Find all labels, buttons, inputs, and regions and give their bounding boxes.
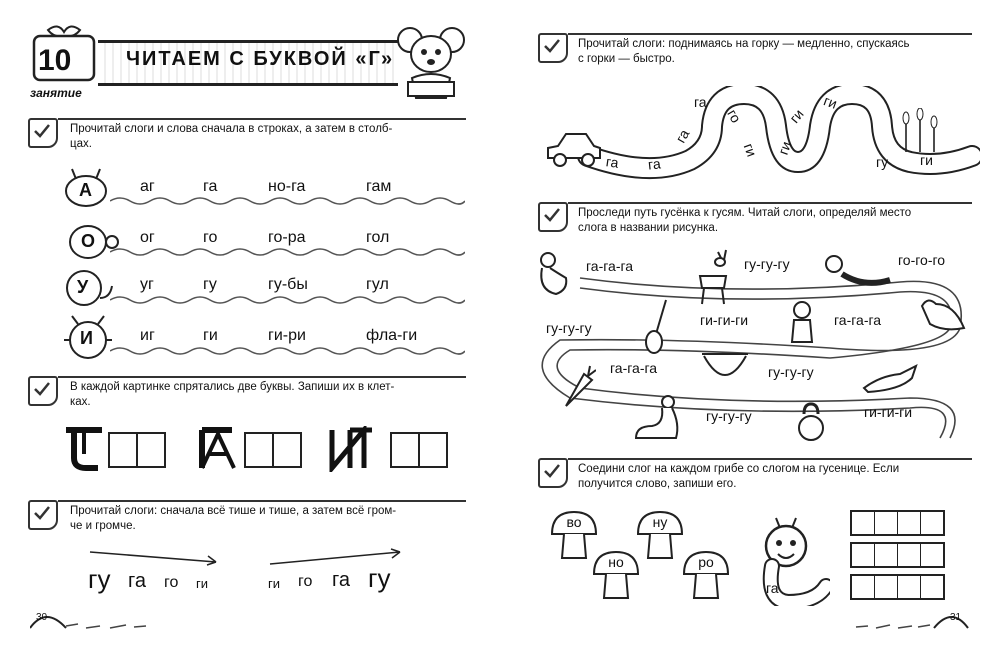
path-syllables: га-га-га	[586, 258, 634, 274]
syllable: го	[203, 229, 218, 246]
wavy-line	[110, 294, 465, 306]
mushroom-syllable: ро	[698, 554, 714, 570]
task1-checkbox	[28, 118, 58, 148]
row-letter: А	[79, 180, 92, 200]
wavy-line	[110, 195, 465, 207]
path-syllables: га-га-га	[610, 360, 658, 376]
word-grid[interactable]	[850, 542, 945, 568]
path-syllables: ги-ги-ги	[700, 312, 749, 328]
syllable: ги	[203, 327, 218, 344]
syllable: иг	[140, 327, 155, 344]
car-icon	[544, 128, 602, 170]
word: но-га	[268, 178, 306, 195]
word-grid[interactable]	[850, 574, 945, 600]
path-syllables: га-га-га	[834, 312, 882, 328]
syllable-large: гу	[368, 563, 391, 593]
road-syllable: ги	[920, 152, 933, 168]
syllable-tiny: ги	[268, 576, 281, 591]
task4-checkbox	[538, 33, 568, 63]
lesson-word: занятие	[30, 86, 82, 100]
path-syllables: гу-гу-гу	[744, 256, 790, 272]
road-syllable: го	[724, 106, 745, 126]
syllable: гу	[203, 276, 217, 293]
road-syllable: га	[604, 153, 620, 171]
task1-instruction: Прочитай слоги и слова сначала в строках, а затем в столб- цах.	[70, 123, 393, 150]
gosling-path	[530, 248, 980, 448]
hidden-letters-picture	[62, 426, 106, 472]
lesson-badge	[28, 22, 100, 82]
task2-rule	[58, 376, 466, 378]
road-syllable: гу	[876, 154, 889, 170]
page-number: 31	[950, 612, 962, 623]
mushroom-syllable: ну	[652, 514, 668, 530]
iguana-icon	[860, 358, 920, 398]
syllable-tiny: ги	[196, 576, 209, 591]
word: гол	[366, 229, 390, 246]
path-syllables: ги-ги-ги	[864, 404, 913, 420]
road-syllable: га	[694, 94, 707, 110]
page-corner-hill	[30, 602, 150, 630]
wavy-line	[110, 345, 465, 357]
road-syllable: ги	[774, 139, 795, 157]
syllable-medium: га	[332, 569, 350, 591]
task3-rule	[58, 500, 466, 502]
caterpillar-icon	[750, 514, 830, 606]
syllable: аг	[140, 178, 155, 195]
road-syllable: ги	[740, 141, 761, 159]
task5-rule	[568, 202, 972, 204]
carrot-icon	[560, 362, 596, 408]
answer-cells[interactable]	[244, 432, 302, 468]
mushroom-syllable: но	[608, 554, 624, 570]
flowers-icon	[896, 108, 948, 152]
task3-instruction: Прочитай слоги: сначала всё тише и тише, а затем всё гром- че и громче.	[70, 505, 397, 532]
path-syllables: го-го-го	[898, 252, 946, 268]
syllable-small: го	[164, 574, 179, 591]
kettlebell-icon	[796, 402, 826, 442]
mouse-reading-icon	[396, 20, 466, 104]
syllable-medium: га	[128, 570, 146, 592]
pigeon-icon	[914, 294, 968, 338]
page-number: 30	[36, 612, 48, 623]
geese-icon	[632, 394, 684, 444]
antelope-icon	[690, 248, 736, 306]
task6-checkbox	[538, 458, 568, 488]
caterpillar-small-icon	[824, 252, 892, 292]
word: фла-ги	[366, 327, 418, 344]
syllable-small: го	[298, 573, 313, 590]
answer-cells[interactable]	[390, 432, 448, 468]
task4-rule	[568, 33, 972, 35]
syllable: ог	[140, 229, 155, 246]
road-syllable: ги	[821, 92, 840, 112]
page-title: ЧИТАЕМ С БУКВОЙ «Г»	[126, 48, 395, 70]
syllable: га	[203, 178, 218, 195]
path-syllables: гу-гу-гу	[768, 364, 814, 380]
task6-instruction: Соедини слог на каждом грибе со слогом на гусенице. Если получится слово, запиши его.	[578, 463, 900, 490]
road-syllable: га	[647, 155, 662, 173]
task4-instruction: Прочитай слоги: поднимаясь на горку — медленно, спускаясь с горки — быстро.	[578, 38, 910, 65]
lesson-number: 10	[38, 44, 72, 77]
word: ги-ри	[268, 327, 306, 344]
row-letter: И	[80, 328, 93, 348]
task6-rule	[568, 458, 972, 460]
task2-instruction: В каждой картинке спрятались две буквы. Запиши их в клет- ках.	[70, 381, 395, 408]
hidden-letters-picture	[326, 426, 374, 472]
road-syllable: ги	[786, 105, 807, 127]
row-letter: У	[77, 277, 89, 297]
task1-rule	[58, 118, 466, 120]
word-grid[interactable]	[850, 510, 945, 536]
path-syllables: гу-гу-гу	[546, 320, 592, 336]
task3-checkbox	[28, 500, 58, 530]
word: гам	[366, 178, 392, 195]
syllable-large: гу	[88, 564, 111, 594]
task5-instruction: Проследи путь гусёнка к гусям. Читай слоги, определяй место слога в названии рисунка.	[578, 207, 912, 234]
caterpillar-syllable: га	[766, 580, 779, 596]
word: гул	[366, 276, 389, 293]
path-syllables: гу-гу-гу	[706, 408, 752, 424]
task2-checkbox	[28, 376, 58, 406]
word: го-ра	[268, 229, 306, 246]
mushroom-syllable: во	[566, 514, 582, 530]
wavy-line	[110, 246, 465, 258]
hammock-icon	[700, 350, 750, 396]
answer-cells[interactable]	[108, 432, 166, 468]
road-syllable: га	[672, 126, 693, 146]
guitar-icon	[644, 298, 672, 356]
task5-checkbox	[538, 202, 568, 232]
row-letter: О	[81, 231, 96, 251]
syllable: уг	[140, 276, 154, 293]
word: гу-бы	[268, 276, 308, 293]
girl-icon	[786, 298, 818, 354]
gosling-icon	[536, 250, 570, 300]
hidden-letters-picture	[196, 426, 240, 472]
